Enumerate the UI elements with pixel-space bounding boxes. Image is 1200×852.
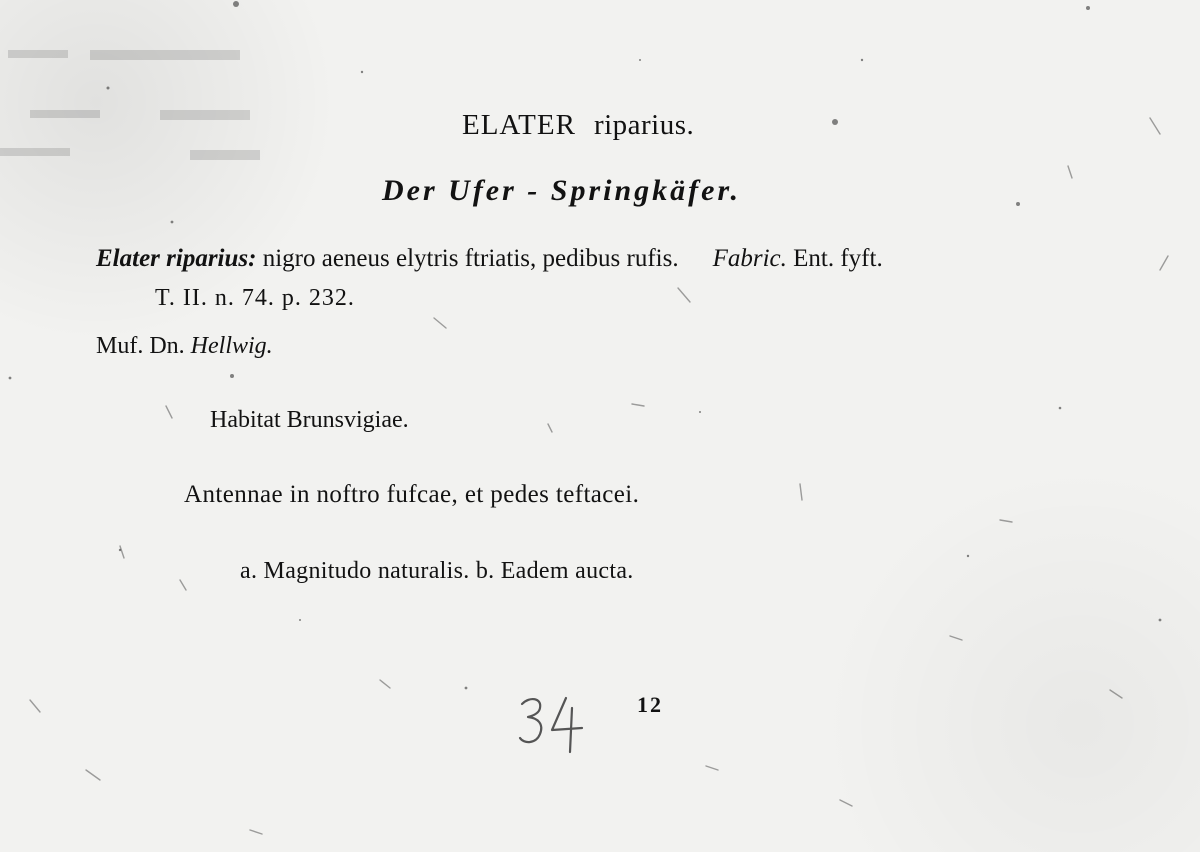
page-number: 12: [637, 692, 663, 717]
page-title: [462, 110, 694, 140]
habitat-line: Habitat Brunsvigiae.: [210, 407, 409, 433]
title-species: riparius.: [593, 109, 695, 141]
museum-line: [96, 331, 273, 361]
figure-legend: a. Magnitudo naturalis. b. Eadem aucta.: [240, 558, 634, 584]
museum-owner: Hellwig.: [190, 333, 273, 359]
handwritten-number: [512, 690, 596, 754]
reference-author: Fabric.: [712, 245, 787, 272]
museum-label: Muf. Dn.: [96, 333, 185, 359]
page-subtitle: Der Ufer - Springkäfer.: [382, 174, 741, 207]
note-line: Antennae in noftro fufcae, et pedes teftacei.: [184, 481, 640, 508]
reference-work: Ent. fyft.: [793, 245, 883, 272]
species-description: [96, 244, 883, 274]
species-diagnosis: nigro aeneus elytris ftriatis, pedibus rufis.: [262, 245, 679, 272]
reference-location: T. II. n. 74. p. 232.: [155, 285, 355, 311]
title-genus: ELATER: [462, 109, 576, 141]
species-name: Elater riparius:: [96, 245, 257, 272]
show-through-text: [0, 30, 260, 180]
